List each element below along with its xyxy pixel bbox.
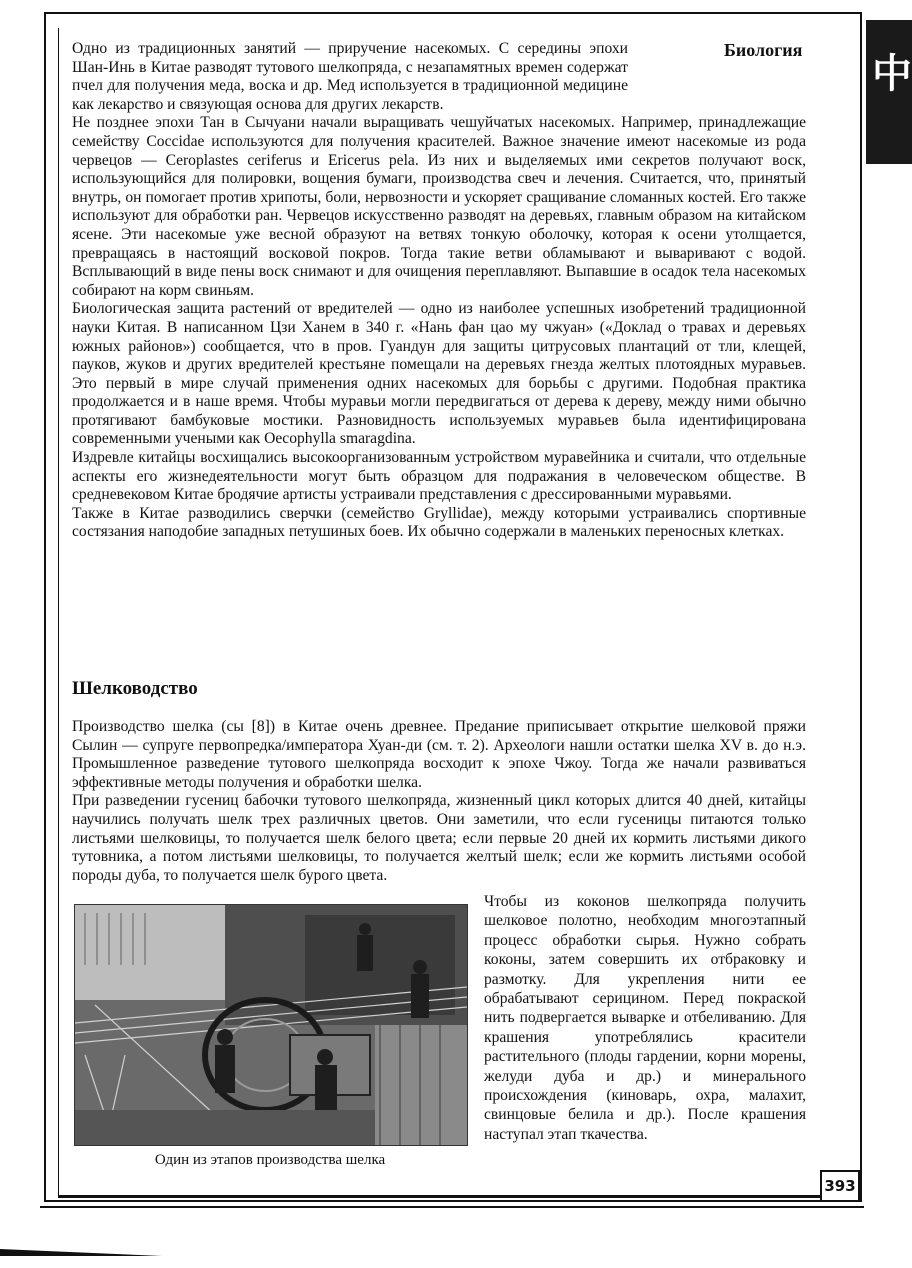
- engraving-image: [75, 905, 467, 1145]
- silk-text-block: [72, 718, 806, 885]
- chapter-glyph: 中: [872, 50, 912, 97]
- side-text-block: [484, 892, 806, 1144]
- scan-edge-mark: [0, 1248, 162, 1258]
- page-number-box: [820, 1170, 860, 1202]
- figure-caption: Один из этапов производства шелка: [154, 1152, 386, 1168]
- paragraph-anthills: Издревле китайцы восхищались высокоорганизованным устройством муравейника и считали, что отдельные аспекты его жизнедеятельности могут быть образцом для подражания в человеческом обществе. В средневековом Китае бродячие артисты устраивали представления с дрессированными муравьями.: [72, 449, 806, 504]
- paragraph-biological-control: Биологическая защита растений от вредителей — одно из наиболее успешных изобретений традиционной науки Китая. В написанном Цзи Ханем в 340 г. «Нань фан цао му чжуан» («Доклад о травах и деревьях южных районов») сообщается, что в пров. Гуандун для защиты цитрусовых плантаций от тли, клещей, пауков, жуков и других вредителей крестьяне помещали на деревьях гнезда желтых плотоядных муравьев. Это первый в мире случай применения одних насекомых для борьбы с другими. Подобная практика продолжается и в наше время. Чтобы муравьи могли передвигаться от дерева к дереву, между ними обычно протягивают бамбуковые мостики. Разновидность используемых муравьев была идентифицирована современными учеными как Oecophylla smaragdina.: [72, 300, 806, 448]
- intro-text-block: [72, 40, 806, 542]
- page-number: 393: [824, 1177, 856, 1195]
- page-bottom-rule: [40, 1206, 864, 1208]
- chapter-side-tab: [866, 20, 912, 164]
- silk-production-illustration: [74, 904, 468, 1146]
- section-title: Биология: [724, 40, 803, 60]
- paragraph-silk-colors: При разведении гусениц бабочки тутового шелкопряда, жизненный цикл которых длится 40 дней, китайцы научились получать шелк трех различных цветов. Они заметили, что если гусеницы питаются только листьями шелковицы, то получается шелк белого цвета; если первые 20 дней их кормить листьями дикого тутовника, а потом листьями шелковицы, то получается желтый шелк; если же кормить листьями особой породы дуба, то получается шелк бурого цвета.: [72, 792, 806, 884]
- paragraph-scale-insects: Не позднее эпохи Тан в Сычуани начали выращивать чешуйчатых насекомых. Например, принадлежащие семейству Coccidae используются для получения красителей. Важное значение имеют насекомые из рода червецов — Ceroplastes ceriferus и Ericerus pela. Из них и выделяемых ими секретов получают воск, использующийся для полировки, вощения бумаги, производства свеч и лечения. Считается, что, принятый внутрь, он помогает против хрипоты, боли, нервозности и ускоряет сращивание сломанных костей. Его также используют для обработки ран. Червецов искусственно разводят на деревьях, главным образом на китайском ясене. Эти насекомые уже весной образуют на ветвях тонкую оболочку, которая к осени утолщается, превращаясь в настоящий восковой покров. Тогда такие ветви обламывают и вываривают с водой. Всплывающий в виде пены воск снимают и для очищения переплавляют. Выпавшие в осадок тела насекомых собирают на корм свиньям.: [72, 114, 806, 299]
- paragraph-silk-origin: Производство шелка (сы [8]) в Китае очень древнее. Предание приписывает открытие шелковой пряжи Сылин — супруге первопредка/императора Хуан-ди (см. т. 2). Археологи нашли остатки шелка XV в. до н.э. Промышленное разведение тутового шелкопряда восходит к эпохе Чжоу. Тогда же начали развиваться эффективные методы получения и обработки шелка.: [72, 718, 806, 791]
- paragraph-crickets: Также в Китае разводились сверчки (семейство Gryllidae), между которыми устраивались спортивные состязания наподобие западных петушиных боев. Их обычно содержали в маленьких переносных клетках.: [72, 504, 806, 541]
- paragraph-domestication: Одно из традиционных занятий — приручение насекомых. С середины эпохи Шан-Инь в Китае разводят тутового шелкопряда, с незапамятных времен содержат пчел для получения меда, воска и др. Мед используется в традиционной медицине как лекарство и связующая основа для других лекарств.: [72, 40, 628, 113]
- section-heading-silk: Шелководство: [72, 678, 198, 699]
- paragraph-silk-processing: Чтобы из коконов шелкопряда получить шелковое полотно, необходим многоэтапный процесс обработки сырья. Нужно собрать коконы, затем совершить их отбраковку и размотку. Для укрепления нити ее обрабатывают серицином. Перед покраской нить подвергается вываркe и отбеливанию. Для крашения употреблялись красители растительного (плоды гардении, корни морены, желуди дуба и др.) и минерального происхождения (киноварь, охра, малахит, свинцовые белила и др.). После крашения наступал этап ткачества.: [484, 893, 806, 1143]
